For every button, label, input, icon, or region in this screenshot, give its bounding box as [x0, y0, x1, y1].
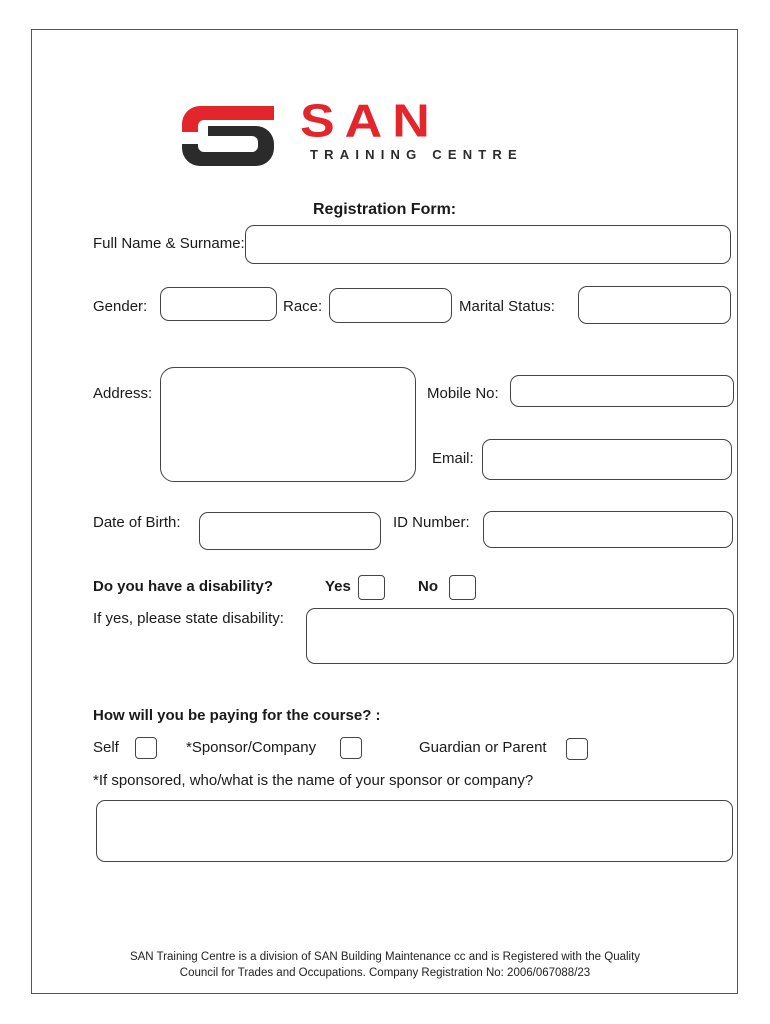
marital-status-label: Marital Status: — [459, 298, 555, 315]
san-logo-icon — [178, 102, 278, 168]
disability-question: Do you have a disability? — [93, 578, 274, 595]
self-checkbox[interactable] — [135, 737, 157, 759]
sponsor-name-field[interactable] — [96, 800, 733, 862]
race-label: Race: — [283, 298, 323, 315]
full-name-label: Full Name & Surname: — [93, 235, 245, 252]
race-field[interactable] — [329, 288, 452, 323]
marital-status-field[interactable] — [578, 286, 731, 324]
sponsor-checkbox[interactable] — [340, 737, 362, 759]
mobile-label: Mobile No: — [427, 385, 499, 402]
email-label: Email: — [432, 450, 474, 467]
disability-yes-checkbox[interactable] — [358, 575, 385, 600]
no-label: No — [418, 578, 438, 595]
gender-label: Gender: — [93, 298, 148, 315]
dob-field[interactable] — [199, 512, 381, 550]
sponsor-label: *Sponsor/Company — [186, 739, 317, 756]
footer-line-2: Council for Trades and Occupations. Company Registration No: 2006/067088/23 — [179, 967, 591, 979]
form-title: Registration Form: — [313, 201, 457, 218]
gender-field[interactable] — [160, 287, 277, 321]
email-field[interactable] — [482, 439, 732, 480]
guardian-checkbox[interactable] — [566, 738, 588, 760]
sponsor-name-question: *If sponsored, who/what is the name of your sponsor or company? — [93, 772, 534, 789]
footer-line-1: SAN Training Centre is a division of SAN Building Maintenance cc and is Registered with the Quality — [129, 951, 641, 963]
address-field[interactable] — [160, 367, 416, 482]
address-label: Address: — [93, 385, 153, 402]
guardian-label: Guardian or Parent — [419, 739, 547, 756]
logo-subtitle: TRAINING CENTRE — [310, 147, 523, 162]
disability-field[interactable] — [306, 608, 734, 664]
disability-no-checkbox[interactable] — [449, 575, 476, 600]
id-number-label: ID Number: — [393, 514, 470, 531]
id-number-field[interactable] — [483, 511, 733, 548]
disability-state-label: If yes, please state disability: — [93, 610, 284, 627]
payment-question: How will you be paying for the course? : — [93, 707, 381, 724]
self-label: Self — [93, 739, 119, 756]
mobile-field[interactable] — [510, 375, 734, 407]
yes-label: Yes — [325, 578, 351, 595]
logo-wordmark: SAN — [300, 95, 440, 148]
full-name-field[interactable] — [245, 225, 731, 264]
dob-label: Date of Birth: — [93, 514, 181, 531]
